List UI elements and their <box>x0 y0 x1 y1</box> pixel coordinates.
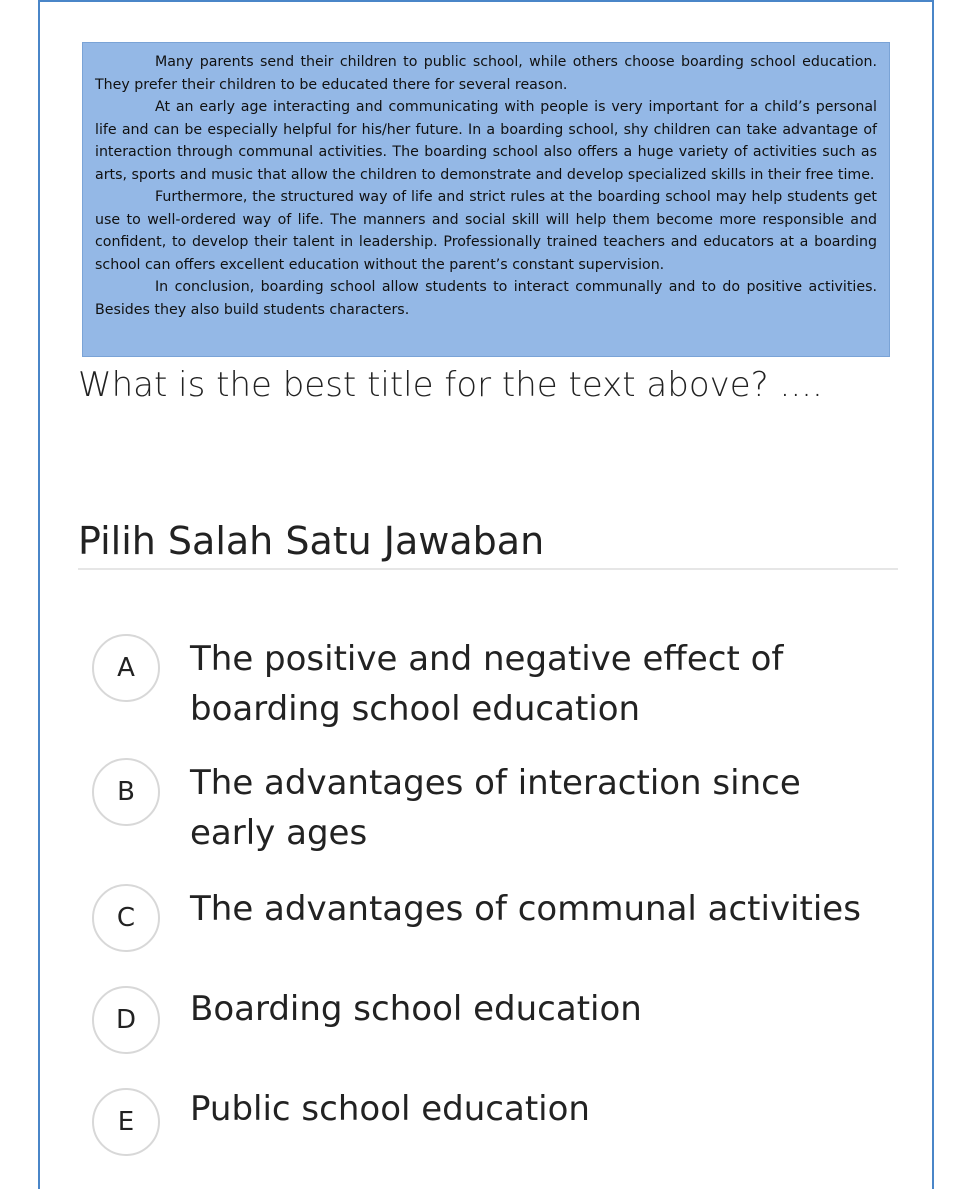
answer-option-a[interactable] <box>92 632 902 742</box>
option-letter-badge[interactable]: B <box>92 758 160 826</box>
section-divider <box>78 568 898 570</box>
answer-option-c[interactable] <box>92 884 902 964</box>
option-text[interactable]: Boarding school education <box>190 989 642 1029</box>
answer-option-b[interactable] <box>92 758 902 868</box>
passage-paragraph-2: At an early age interacting and communicating with people is very important for a child’s personal life and can be especially helpful for his/her future. In a boarding school, shy children can take advantage of interaction through communal activities. The boarding school also offers a huge variety of activities such as arts, sports and music that allow the children to demonstrate and develop specialized skills in their free time. <box>95 99 877 183</box>
option-letter-badge[interactable]: A <box>92 634 160 702</box>
option-letter-badge[interactable]: D <box>92 986 160 1054</box>
passage-paragraph-3: Furthermore, the structured way of life and strict rules at the boarding school may help students get use to well-ordered way of life. The manners and social skill will help them become more responsible and confident, to develop their talent in leadership. Professionally trained teachers and educators at a boarding school can offers excellent education without the parent’s constant supervision. <box>95 189 877 273</box>
answer-option-d[interactable] <box>92 984 902 1064</box>
reading-passage <box>82 42 890 357</box>
answer-section-title: Pilih Salah Satu Jawaban <box>78 519 545 563</box>
option-letter-badge[interactable]: C <box>92 884 160 952</box>
option-text[interactable]: The advantages of communal activities <box>190 889 861 929</box>
option-text[interactable]: Public school education <box>190 1089 590 1129</box>
question-text: What is the best title for the text above? .... <box>78 365 823 405</box>
answer-option-e[interactable] <box>92 1084 902 1164</box>
option-text[interactable]: The positive and negative effect of boarding school education <box>190 639 784 729</box>
option-letter-badge[interactable]: E <box>92 1088 160 1156</box>
passage-paragraph-4: In conclusion, boarding school allow students to interact communally and to do positive activities. Besides they also build students characters. <box>95 279 877 318</box>
option-text[interactable]: The advantages of interaction since early ages <box>190 763 801 853</box>
passage-paragraph-1: Many parents send their children to public school, while others choose boarding school education. They prefer their children to be educated there for several reason. <box>95 54 877 93</box>
